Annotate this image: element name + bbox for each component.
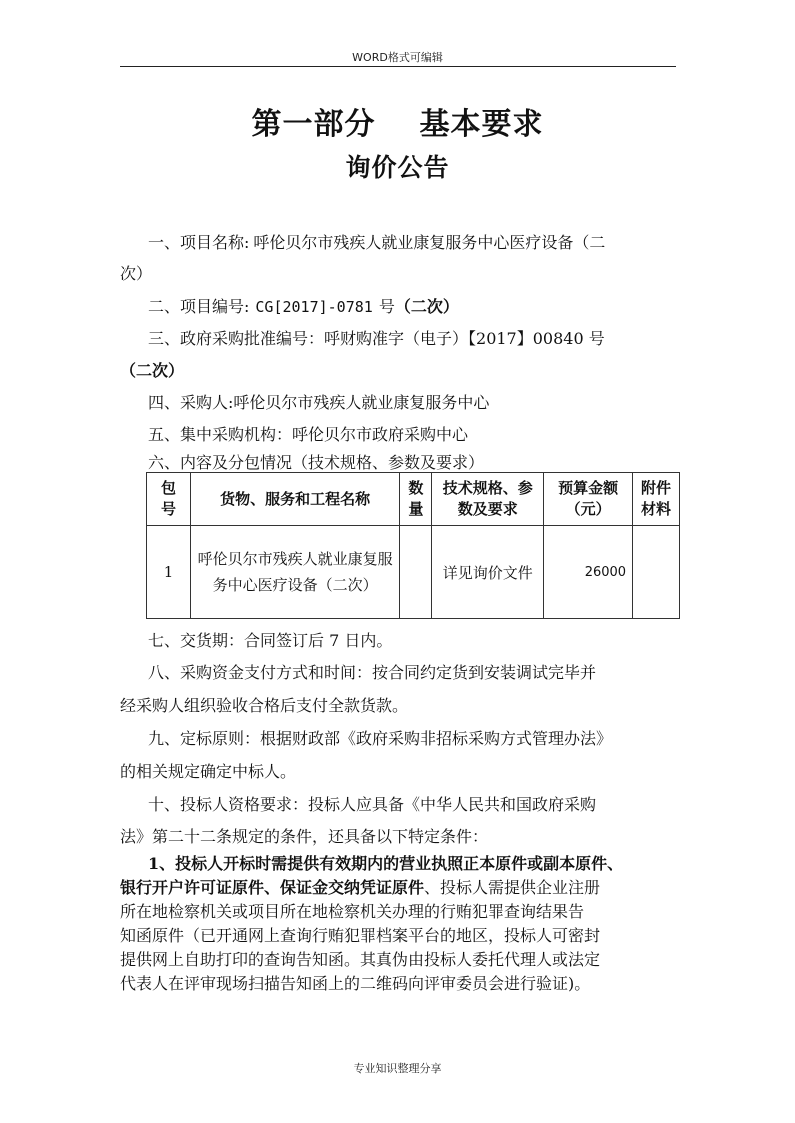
req-line-3: 所在地检察机关或项目所在地检察机关办理的行贿犯罪查询结果告: [120, 902, 585, 921]
item-3-value: 呼财购准字（电子）【2017】00840 号: [324, 329, 605, 348]
item-10: 十、投标人资格要求：投标人应具备《中华人民共和国政府采购: [148, 795, 597, 814]
col-quantity: 数 量: [400, 473, 432, 526]
cell-quantity: [400, 526, 432, 619]
col-name: 货物、服务和工程名称: [190, 473, 400, 526]
item-8-cont: 经采购人组织验收合格后支付全款货款。: [120, 696, 409, 715]
cell-name: 呼伦贝尔市残疾人就业康复服务中心医疗设备（二次）: [190, 526, 400, 619]
item-1-cont: 次）: [120, 264, 153, 283]
item-2: [148, 294, 459, 317]
cell-spec: 详见询价文件: [432, 526, 544, 619]
title-main: 基本要求: [419, 107, 544, 142]
req-line-2-rest: 、投标人需提供企业注册: [424, 878, 601, 897]
item-9-cont: 的相关规定确定中标人。: [120, 762, 297, 781]
cell-package-no: 1: [147, 526, 191, 619]
item-5: 五、集中采购机构：呼伦贝尔市政府采购中心: [148, 425, 469, 444]
item-7: 七、交货期：合同签订后 7 日内。: [148, 631, 393, 650]
col-budget: 预算金额 （元）: [544, 473, 633, 526]
item-9: 九、定标原则：根据财政部《政府采购非招标采购方式管理办法》: [148, 729, 613, 748]
item-2-code: CG[2017]-0781: [255, 298, 373, 316]
page-footer: 专业知识整理分享: [353, 1062, 442, 1075]
req-line-5: 提供网上自助打印的查询告知函。其真伪由投标人委托代理人或法定: [120, 950, 601, 969]
package-table: [146, 472, 680, 619]
item-2-round: （二次）: [394, 297, 459, 316]
cell-budget: 26000: [544, 526, 633, 619]
item-3: [148, 326, 605, 349]
col-spec: 技术规格、参 数及要求: [432, 473, 544, 526]
item-2-suffix: 号: [378, 297, 395, 316]
item-2-label: 二、项目编号:: [148, 297, 250, 316]
item-3-label: 三、政府采购批准编号：: [148, 329, 325, 348]
req-line-6: 代表人在评审现场扫描告知函上的二维码向评审委员会进行验证)。: [120, 974, 591, 993]
table-header-row: [147, 473, 680, 526]
item-6: 六、内容及分包情况（技术规格、参数及要求）: [148, 453, 485, 472]
col-attachment: 附件 材料: [633, 473, 680, 526]
req-line-2-bold: 银行开户许可证原件、保证金交纳凭证原件: [120, 878, 425, 897]
item-1: [148, 230, 605, 253]
col-package-no: 包 号: [147, 473, 191, 526]
item-4: 四、采购人:呼伦贝尔市残疾人就业康复服务中心: [148, 393, 490, 412]
table-row: [147, 526, 680, 619]
header-divider: [120, 66, 676, 67]
item-10-cont: 法》第二十二条规定的条件，还具备以下特定条件：: [120, 827, 489, 846]
item-1-value: 呼伦贝尔市残疾人就业康复服务中心医疗设备（二: [253, 233, 606, 252]
page-header: WORD格式可编辑: [352, 51, 443, 64]
page-subtitle: 询价公告: [345, 153, 450, 182]
item-1-label: 一、项目名称:: [148, 233, 250, 252]
title-part: 第一部分: [251, 107, 376, 142]
req-line-2: [120, 875, 600, 898]
cell-attachment: [633, 526, 680, 619]
req-line-4: 知函原件（已开通网上查询行贿犯罪档案平台的地区，投标人可密封: [120, 926, 601, 945]
page-title: [0, 99, 795, 143]
req-line-1: 1、投标人开标时需提供有效期内的营业执照正本原件或副本原件、: [148, 854, 624, 873]
item-3-round: （二次）: [120, 361, 185, 380]
item-8: 八、采购资金支付方式和时间：按合同约定货到安装调试完毕并: [148, 663, 597, 682]
